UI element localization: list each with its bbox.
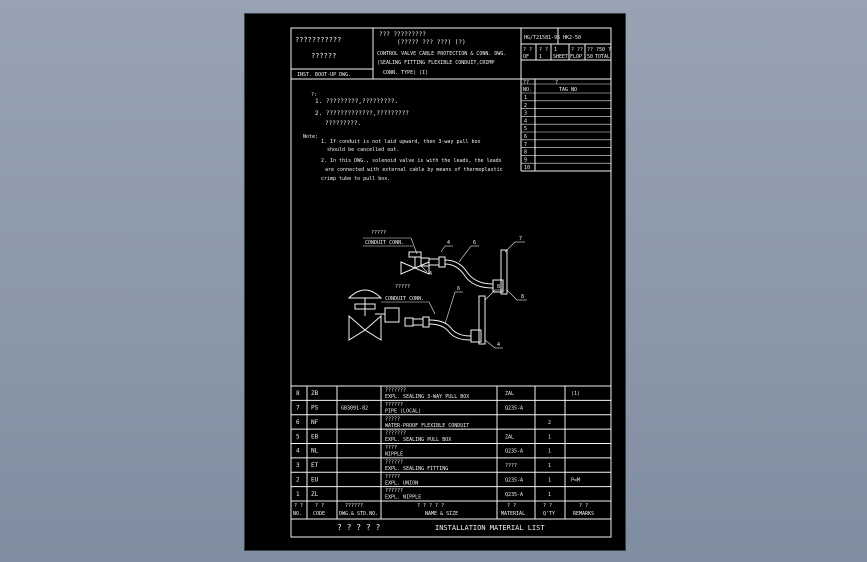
material-row-name-cn: ????? — [385, 473, 401, 480]
material-row-code: EU — [311, 476, 319, 484]
tag-row-number: 6 — [524, 134, 528, 140]
material-row-name-cn: ??????? — [385, 430, 407, 437]
solenoid-box — [385, 308, 399, 322]
material-row-no: 7 — [296, 404, 300, 412]
tag-table — [521, 79, 611, 171]
sheet-label: TOTAL — [595, 54, 611, 60]
tag-row-number: 8 — [524, 149, 528, 156]
material-row-name-cn: ?????? — [385, 488, 404, 495]
material-row-material: ???? — [505, 463, 518, 470]
tag-header-tag: TAG NO — [559, 87, 578, 93]
note-cn-1: 1. ?????????,?????????. — [315, 98, 399, 105]
material-row-name-cn: ???? — [385, 445, 398, 451]
drawing-sheet — [244, 13, 626, 551]
material-row-no: 6 — [296, 418, 300, 426]
material-row-code: ZL — [311, 490, 319, 498]
list-title-cn: ? ? ? ? ? — [337, 523, 381, 532]
sheet-label: ? ? — [539, 47, 549, 53]
title-block — [291, 28, 611, 79]
control-valve-symbol — [349, 316, 365, 340]
sheet-label: 50 ? — [599, 47, 612, 53]
sheet-label: ? ? — [523, 47, 533, 53]
material-row-no: 4 — [296, 447, 300, 455]
installation-diagram — [349, 230, 527, 348]
material-row-material: Q235-A — [505, 405, 524, 412]
valve-symbol — [401, 262, 415, 274]
col-code-cn: ? ? — [315, 503, 325, 509]
col-no-cn: ? ? — [294, 503, 304, 509]
note-cn-2b: ?????????. — [325, 120, 362, 127]
tag-row-number: 4 — [524, 118, 528, 125]
note-en-2c: crimp tube to pull box. — [321, 176, 391, 182]
material-row-no: 3 — [296, 462, 300, 470]
callout-6b: 6 — [457, 286, 461, 292]
callout-4: 4 — [447, 240, 451, 246]
col-code: CODE — [313, 511, 326, 517]
material-row-name-cn: ?????? — [385, 401, 404, 408]
list-title: INSTALLATION MATERIAL LIST — [435, 524, 545, 532]
material-row-material: Q235-A — [505, 477, 524, 484]
sheet-label: FLOP — [570, 54, 583, 60]
col-material-cn: ? ? — [507, 503, 517, 509]
col-name: NAME & SIZE — [425, 511, 459, 517]
callout-small: 4 — [429, 271, 433, 277]
material-row-qty: 1 — [548, 448, 552, 455]
material-rows — [291, 388, 611, 501]
doc-number: HG/T21581-95 — [524, 35, 561, 41]
title-en-3: CONN. TYPE) (I) — [383, 70, 429, 76]
material-row-name: PIPE (LOCAL) — [385, 408, 422, 415]
material-row-name: NIPPLE — [385, 451, 404, 458]
dept-label: INST. BOOT-UP DWG. — [297, 72, 352, 78]
conduit-conn-cn-top: ????? — [371, 230, 387, 236]
material-row-qty: 2 — [548, 419, 552, 426]
tag-header-cn: ?? — [523, 80, 530, 86]
material-row-no: 2 — [296, 476, 300, 484]
material-row-remarks: P=M — [571, 477, 581, 484]
col-remarks: REMARKS — [573, 511, 595, 517]
sheet-label: ?? ? — [587, 47, 600, 53]
col-material: MATERIAL — [501, 511, 526, 517]
material-row-name: WATER-PROOF FLEXIBLE CONDUIT — [385, 422, 470, 429]
tag-row-number: 3 — [524, 110, 528, 117]
rev-number: HK2-50 — [563, 35, 582, 41]
tag-header-cn-2: ? — [555, 80, 559, 86]
col-dwg-cn: ?????? — [345, 503, 364, 509]
title-en-1: CONTROL VALVE CABLE PROTECTION & CONN. DWG. — [377, 51, 507, 57]
tag-row-number: 10 — [524, 165, 531, 172]
callout-8b: 8 — [497, 284, 501, 290]
material-row-material: Q235-A — [505, 491, 524, 498]
material-row-qty: 1 — [548, 477, 552, 484]
callout-8: 8 — [521, 294, 525, 300]
org-name: ??????????? — [295, 36, 342, 44]
tag-row-number: 7 — [524, 141, 528, 148]
material-row-material: ZAL — [505, 434, 515, 441]
material-row-code: ET — [311, 462, 319, 470]
org-name-2: ?????? — [311, 52, 337, 60]
sheet-label: ? ?? — [571, 47, 584, 53]
tag-row-number: 5 — [524, 126, 528, 133]
tag-header-no: NO. — [523, 87, 533, 93]
material-row-name-cn: ??????? — [385, 387, 407, 394]
callout-6: 6 — [473, 240, 477, 246]
material-row-name: EXPL. UNION — [385, 480, 419, 487]
callout-4b: 4 — [497, 342, 501, 348]
sheet-label: 50 — [587, 54, 594, 60]
note-cn-2: 2. ?????????????,????????? — [315, 110, 409, 117]
material-row-dwg: GB3091-82 — [341, 405, 369, 412]
title-cn-2: (????? ??? ???) (?) — [397, 39, 466, 46]
note-en-2b: are connected with external cable by means of thermoplastic — [325, 167, 503, 173]
material-row-code: PS — [311, 404, 319, 412]
material-row-name-cn: ????? — [385, 416, 401, 423]
material-row-name: EXPL. SEALING PULL BOX — [385, 437, 452, 444]
conduit-conn-label-mid: CONDUIT CONN. — [385, 296, 425, 302]
notes-label: Note: — [303, 134, 319, 140]
notes-cn-header: ?: — [311, 92, 318, 98]
material-row-material: Q235-A — [505, 448, 524, 455]
material-row-code: EB — [311, 433, 319, 441]
note-en-1b: should be cancelled out. — [327, 147, 400, 153]
material-row-no: 1 — [296, 490, 300, 498]
conduit-conn-cn-mid: ????? — [395, 284, 411, 290]
sheet-label: OF — [523, 54, 530, 60]
callout-7: 7 — [519, 236, 523, 242]
material-list — [291, 386, 611, 532]
col-no: NO. — [293, 511, 303, 517]
material-row-qty: 1 — [548, 434, 552, 441]
col-dwg: DWG.& STD.NO. — [339, 511, 379, 517]
tag-row-number: 2 — [524, 102, 528, 109]
conduit-conn-label-top: CONDUIT CONN. — [365, 240, 405, 246]
material-row-name: EXPL. SEALING 3-WAY PULL BOX — [385, 394, 470, 400]
title-en-2: (SEALING FITTING FLEXIBLE CONDUIT,CRIMP — [377, 60, 495, 66]
title-cn-1: ??? ????????? — [379, 31, 426, 38]
tag-row-number: 9 — [524, 157, 528, 164]
sheet-label: 1 — [554, 47, 558, 53]
material-row-code: NL — [311, 447, 319, 455]
material-row-remarks: (1) — [571, 391, 581, 398]
col-qty-cn: ? ? — [543, 503, 553, 509]
material-row-material: ZAL — [505, 391, 515, 398]
material-row-qty: 1 — [548, 463, 552, 470]
material-row-no: 8 — [296, 390, 300, 398]
material-row-name: EXPL. SEALING FITTING — [385, 465, 449, 472]
sheet-label: 1 — [539, 54, 543, 60]
material-row-code: NF — [311, 418, 319, 426]
valve-actuator — [349, 290, 381, 298]
material-row-code: ZB — [311, 390, 319, 398]
material-row-no: 5 — [296, 433, 300, 441]
material-row-name: EXPL. NIPPLE — [385, 494, 422, 501]
cad-drawing — [245, 14, 625, 550]
sheet-label: SHEET — [553, 54, 569, 60]
note-en-1a: 1. If conduit is not laid upward, then 3-way pull box — [321, 139, 481, 145]
material-row-qty: 1 — [548, 491, 552, 498]
note-en-2a: 2. In this DWG., solenoid valve is with the leads, the leads — [321, 158, 502, 164]
material-row-name-cn: ?????? — [385, 459, 404, 466]
col-qty: Q'TY — [543, 511, 556, 517]
col-remarks-cn: ? ? — [579, 503, 589, 509]
col-name-cn: ? ? ? ? ? — [417, 503, 445, 509]
tag-row-number: 1 — [524, 95, 528, 101]
notes-block — [303, 92, 503, 182]
